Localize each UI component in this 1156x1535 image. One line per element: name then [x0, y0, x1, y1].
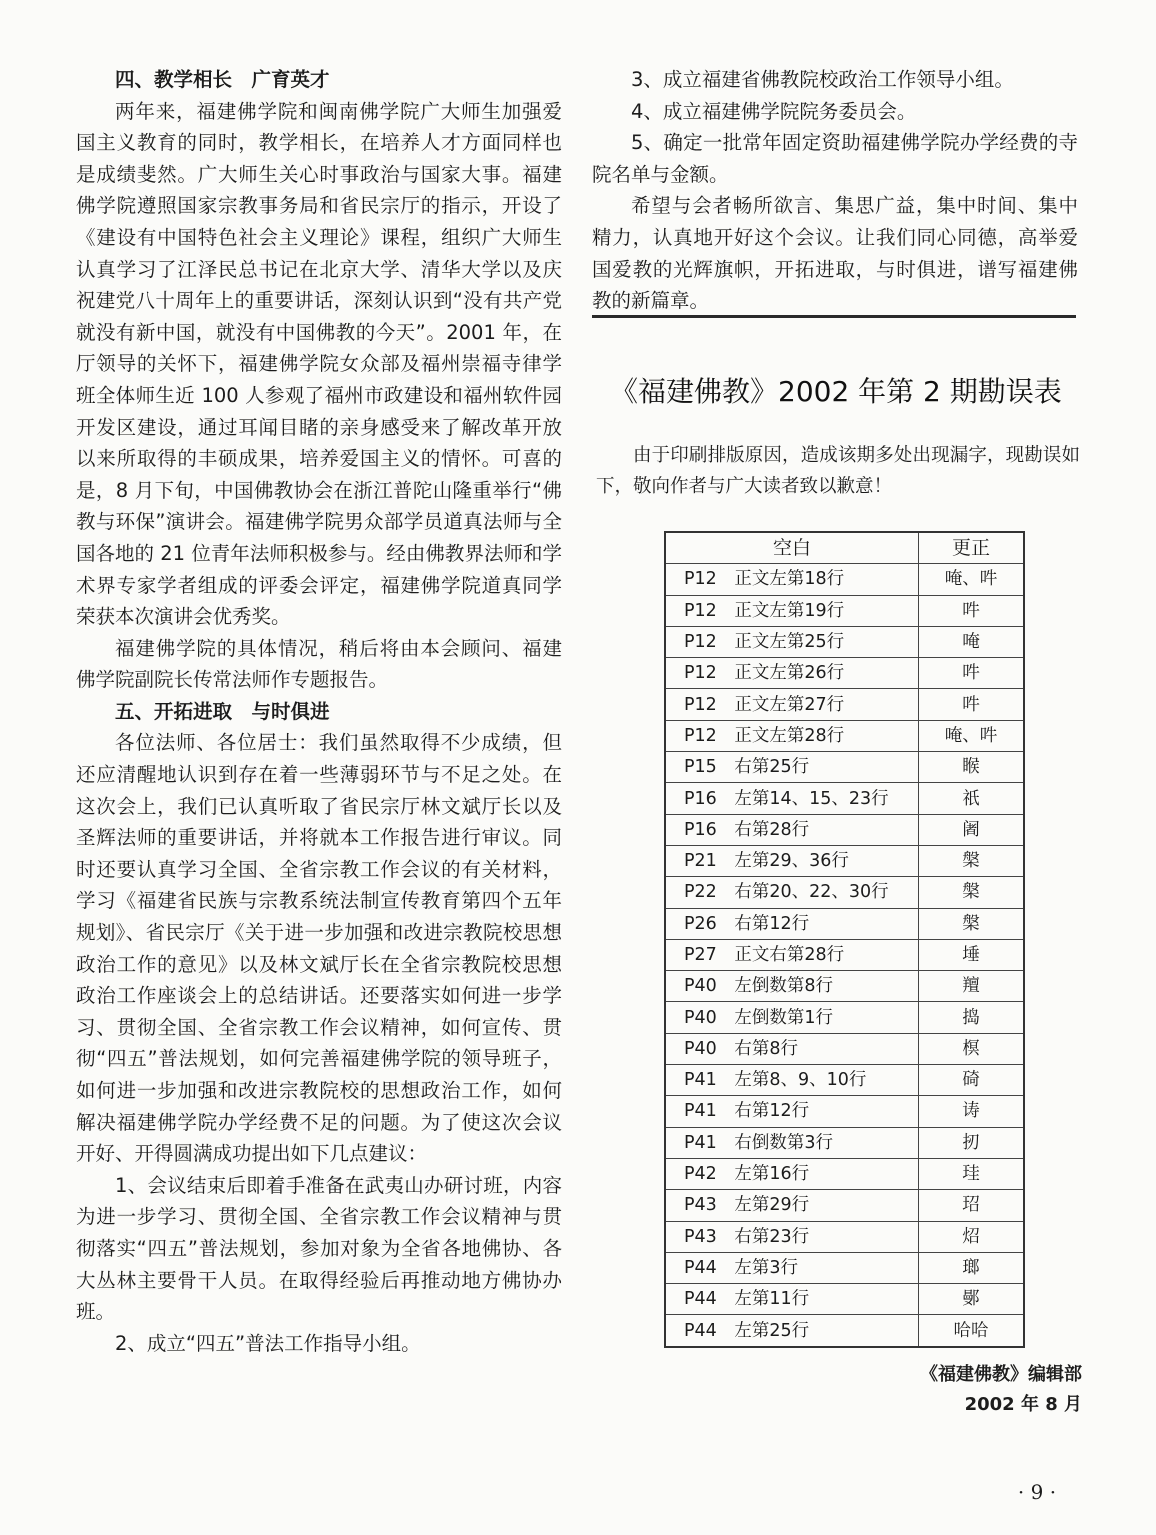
table-row — [665, 1190, 1024, 1221]
errata-correction: 羶 — [919, 971, 1025, 1002]
right-column — [592, 64, 1078, 317]
errata-location: P41 右第12行 — [665, 1096, 919, 1127]
errata-table — [664, 531, 1025, 1348]
table-row — [665, 1284, 1024, 1315]
paragraph: 希望与会者畅所欲言、集思广益，集中时间、集中精力，认真地开好这个会议。让我们同心同德，高举爱国爱教的光辉旗帜，开拓进取，与时俱进，谱写福建佛教的新篇章。 — [592, 194, 1078, 313]
table-row — [665, 877, 1024, 908]
errata-correction: 碕 — [919, 1065, 1025, 1096]
errata-correction: 扨 — [919, 1127, 1025, 1158]
errata-correction: 槃 — [919, 845, 1025, 876]
errata-location: P16 右第28行 — [665, 814, 919, 845]
errata-correction: 鄤 — [919, 1284, 1025, 1315]
table-row — [665, 595, 1024, 626]
errata-title: 《福建佛教》2002 年第 2 期勘误表 — [610, 375, 1062, 408]
errata-correction: 玿 — [919, 1190, 1025, 1221]
errata-location: P26 右第12行 — [665, 908, 919, 939]
table-header-row — [665, 532, 1024, 564]
errata-correction: 槃 — [919, 908, 1025, 939]
column-header-fix: 更正 — [919, 532, 1025, 564]
errata-location: P42 左第16行 — [665, 1158, 919, 1189]
errata-location: P41 左第8、9、10行 — [665, 1065, 919, 1096]
paragraph: 两年来，福建佛学院和闽南佛学院广大师生加强爱国主义教育的同时，教学相长，在培养人才方面同样也是成绩斐然。广大师生关心时事政治与国家大事。福建佛学院遵照国家宗教事务局和省民宗厅的指示，开设了《建设有中国特色社会主义理论》课程，组织广大师生认真学习了江泽民总书记在北京大学、清华大学以及庆祝建党八十周年上的重要讲话，深刻认识到“没有共产党就没有新中国，就没有中国佛教的今天”。2001 年，在厅领导的关怀下，福建佛学院女众部及福州崇福寺律学班全体师生近 100 人参观了福州市政建设和福州软件园开发区建设，通过耳闻目睹的亲身感受来了解改革开放以来所取得的丰硕成果，培养爱国主义的情怀。可喜的是，8 月下旬，中国佛教协会在浙江普陀山隆重举行“佛教与环保”演讲会。福建佛学院男众部学员道真法师与全国各地的 21 位青年法师积极参与。经由佛教界法师和学术界专家学者组成的评委会评定，福建佛学院道真同学荣获本次演讲会优秀奖。 — [76, 99, 562, 629]
paragraph: 2、成立“四五”普法工作指导小组。 — [115, 1331, 421, 1355]
errata-table-body — [665, 564, 1024, 1347]
signature — [860, 1360, 1082, 1420]
table-row — [665, 783, 1024, 814]
table-row — [665, 1315, 1024, 1347]
table-row — [665, 1252, 1024, 1283]
errata-correction: 捣 — [919, 1002, 1025, 1033]
errata-correction: 唵、吽 — [919, 564, 1025, 595]
errata-correction: 诪 — [919, 1096, 1025, 1127]
errata-location: P12 正文左第28行 — [665, 720, 919, 751]
errata-location: P12 正文左第18行 — [665, 564, 919, 595]
errata-location: P40 左倒数第8行 — [665, 971, 919, 1002]
errata-correction: 吽 — [919, 595, 1025, 626]
section-heading: 四、教学相长 广育英才 — [115, 68, 330, 91]
column-header-blank: 空白 — [665, 532, 919, 564]
errata-correction: 瑯 — [919, 1252, 1025, 1283]
errata-location: P21 左第29、36行 — [665, 845, 919, 876]
page-number: · 9 · — [1017, 1480, 1057, 1504]
table-row — [665, 845, 1024, 876]
table-row — [665, 1065, 1024, 1096]
table-row — [665, 1033, 1024, 1064]
errata-location: P44 左第25行 — [665, 1315, 919, 1347]
paragraph: 1、会议结束后即着手准备在武夷山办研讨班，内容为进一步学习、贯彻全国、全省宗教工作会议精神与贯彻落实“四五”普法规划，参加对象为全省各地佛协、各大丛林主要骨干人员。在取得经验后再推动地方佛协办班。 — [76, 1173, 562, 1324]
table-row — [665, 939, 1024, 970]
errata-correction: 埵 — [919, 939, 1025, 970]
table-row — [665, 564, 1024, 595]
signature-org: 《福建佛教》编辑部 — [920, 1364, 1082, 1385]
paragraph: 各位法师、各位居士：我们虽然取得不少成绩，但还应清醒地认识到存在着一些薄弱环节与不足之处。在这次会上，我们已认真听取了省民宗厅林文斌厅长以及圣辉法师的重要讲话，并将就本工作报告进行审议。同时还要认真学习全国、全省宗教工作会议的有关材料，学习《福建省民族与宗教系统法制宣传教育第四个五年规划》、省民宗厅《关于进一步加强和改进宗教院校思想政治工作的意见》以及林文斌厅长在全省宗教院校思想政治工作座谈会上的总结讲话。还要落实如何进一步学习、贯彻全国、全省宗教工作会议精神，如何宣传、贯彻“四五”普法规划，如何完善福建佛学院的领导班子，如何进一步加强和改进宗教院校的思想政治工作，如何解决福建佛学院办学经费不足的问题。为了使这次会议开好、开得圆满成功提出如下几点建议： — [76, 731, 562, 1166]
errata-intro: 由于印刷排版原因，造成该期多处出现漏字，现勘误如下，敬向作者与广大读者致以歉意！ — [596, 445, 1080, 497]
table-row — [665, 1158, 1024, 1189]
errata-location: P41 右倒数第3行 — [665, 1127, 919, 1158]
errata-location: P40 左倒数第1行 — [665, 1002, 919, 1033]
table-row — [665, 752, 1024, 783]
table-row — [665, 658, 1024, 689]
errata-correction: 吽 — [919, 658, 1025, 689]
errata-correction: 槃 — [919, 877, 1025, 908]
errata-correction: 唵、吽 — [919, 720, 1025, 751]
errata-correction: 唵 — [919, 626, 1025, 657]
table-row — [665, 1127, 1024, 1158]
errata-location: P44 左第3行 — [665, 1252, 919, 1283]
table-row — [665, 1002, 1024, 1033]
errata-correction: 珪 — [919, 1158, 1025, 1189]
section-divider — [592, 315, 1076, 318]
errata-location: P16 左第14、15、23行 — [665, 783, 919, 814]
errata-location: P22 右第20、22、30行 — [665, 877, 919, 908]
errata-correction: 哈哈 — [919, 1315, 1025, 1347]
errata-correction: 炤 — [919, 1221, 1025, 1252]
table-row — [665, 720, 1024, 751]
table-row — [665, 908, 1024, 939]
left-column — [76, 64, 562, 1359]
paragraph: 4、成立福建佛学院院务委员会。 — [631, 99, 917, 123]
table-row — [665, 689, 1024, 720]
section-heading: 五、开拓进取 与时俱进 — [115, 699, 330, 723]
errata-location: P40 右第8行 — [665, 1033, 919, 1064]
errata-location: P15 右第25行 — [665, 752, 919, 783]
paragraph: 福建佛学院的具体情况，稍后将由本会顾问、福建佛学院副院长传常法师作专题报告。 — [76, 636, 562, 692]
errata-correction: 吽 — [919, 689, 1025, 720]
table-row — [665, 626, 1024, 657]
table-row — [665, 1221, 1024, 1252]
signature-date: 2002 年 8 月 — [964, 1394, 1082, 1415]
errata-correction: 祇 — [919, 783, 1025, 814]
paragraph: 5、确定一批常年固定资助福建佛学院办学经费的寺院名单与金额。 — [592, 131, 1078, 186]
errata-location: P12 正文左第25行 — [665, 626, 919, 657]
paragraph: 3、成立福建省佛教院校政治工作领导小组。 — [631, 68, 1014, 91]
errata-location: P12 正文左第19行 — [665, 595, 919, 626]
errata-location: P43 右第23行 — [665, 1221, 919, 1252]
errata-location: P43 左第29行 — [665, 1190, 919, 1221]
errata-correction: 阇 — [919, 814, 1025, 845]
errata-location: P44 左第11行 — [665, 1284, 919, 1315]
errata-correction: 睺 — [919, 752, 1025, 783]
errata-location: P12 正文左第26行 — [665, 658, 919, 689]
errata-location: P12 正文左第27行 — [665, 689, 919, 720]
table-row — [665, 1096, 1024, 1127]
errata-location: P27 正文右第28行 — [665, 939, 919, 970]
table-row — [665, 971, 1024, 1002]
errata-correction: 榠 — [919, 1033, 1025, 1064]
table-row — [665, 814, 1024, 845]
